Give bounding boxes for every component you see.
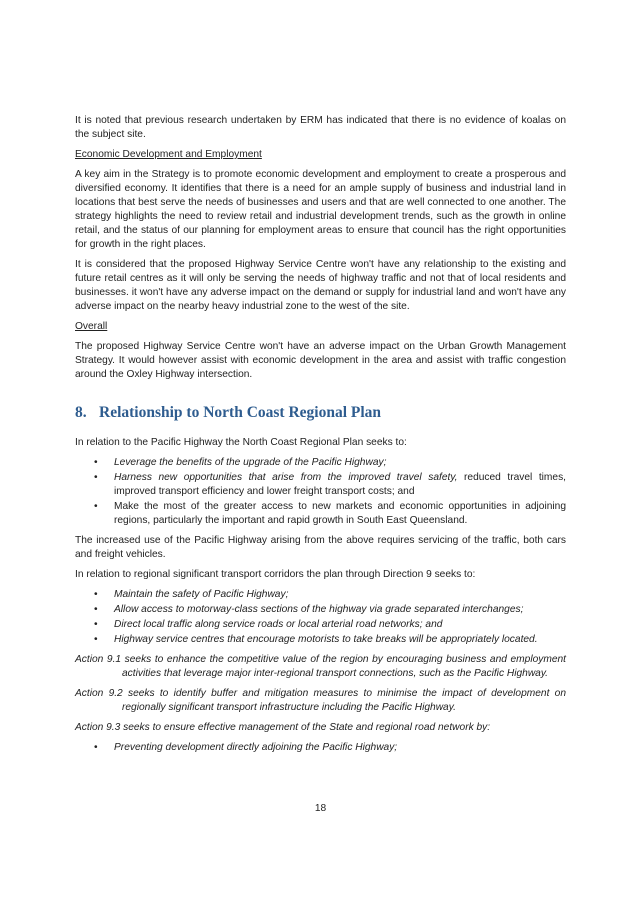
list-item: • Preventing development directly adjoining the Pacific Highway;: [75, 741, 566, 755]
overall-heading: Overall: [75, 321, 108, 332]
section-heading: [75, 404, 566, 422]
list-item: • Maintain the safety of Pacific Highway;: [75, 588, 566, 602]
overall-paragraph: The proposed Highway Service Centre won't have an adverse impact on the Urban Growth Management Strategy. It would however assist with economic development in the area and assist with traffic congestion around the Oxley Highway intersection.: [75, 341, 566, 380]
list-item: • Leverage the benefits of the upgrade of the Pacific Highway;: [75, 456, 566, 470]
document-body: [75, 114, 566, 761]
list-item: • Direct local traffic along service roads or local arterial road networks; and: [75, 618, 566, 632]
economic-heading: Economic Development and Employment: [75, 149, 262, 160]
increased-use-paragraph: The increased use of the Pacific Highway arising from the above requires servicing of the traffic, both cars and freight vehicles.: [75, 535, 566, 560]
seeks-list: [75, 456, 566, 528]
page-number: 18: [314, 803, 327, 814]
list-item: [75, 471, 566, 499]
direction-list: [75, 588, 566, 647]
action-9-3: Action 9.3 seeks to ensure effective management of the State and regional road network by:: [75, 722, 491, 733]
economic-paragraph-1: A key aim in the Strategy is to promote economic development and employment to create a prosperous and diversified economy. It identifies that there is a need for an ample supply of business and industrial land in locations that best serve the needs of businesses and users and that are well connected to one another. The strategy highlights the need to review retail and industrial development trends, such as the growth in online retail, and the status of our planning for employment areas to ensure that council has the right opportunities for growth in the right places.: [75, 169, 566, 250]
list-item-italic: Harness new opportunities that arise from the improved travel safety,: [114, 472, 458, 483]
section-title: Relationship to North Coast Regional Plan: [99, 404, 382, 421]
section-number: 8.: [75, 404, 87, 421]
action-list: [75, 741, 566, 755]
action-9-1: Action 9.1 seeks to enhance the competitive value of the region by encouraging business and employment activities that leverage major inter-regional transport connections, such as the Pacific Highway.: [75, 654, 566, 679]
list-item: • Highway service centres that encourage motorists to take breaks will be appropriately located.: [75, 633, 566, 647]
list-item-rest: reduced travel times, improved transport efficiency and lower freight transport costs; and: [114, 472, 566, 497]
action-9-2: Action 9.2 seeks to identify buffer and mitigation measures to minimise the impact of development on regionally significant transport infrastructure including the Pacific Highway.: [75, 688, 566, 713]
direction-paragraph: In relation to regional significant transport corridors the plan through Direction 9 seeks to:: [75, 569, 476, 580]
koala-paragraph: It is noted that previous research undertaken by ERM has indicated that there is no evidence of koalas on the subject site.: [75, 115, 566, 140]
economic-paragraph-2: It is considered that the proposed Highway Service Centre won't have any relationship to the existing and future retail centres as it will only be serving the needs of highway traffic and not that of local residents and businesses. it won't have any adverse impact on the demand or supply for industrial land and won't have any adverse impact on the nearby heavy industrial zone to the west of the site.: [75, 259, 566, 312]
list-item: • Make the most of the greater access to new markets and economic opportunities in adjoining regions, particularly the important and rapid growth in South East Queensland.: [75, 500, 566, 528]
intro-paragraph: In relation to the Pacific Highway the North Coast Regional Plan seeks to:: [75, 437, 407, 448]
list-item: • Allow access to motorway-class sections of the highway via grade separated interchanges;: [75, 603, 566, 617]
